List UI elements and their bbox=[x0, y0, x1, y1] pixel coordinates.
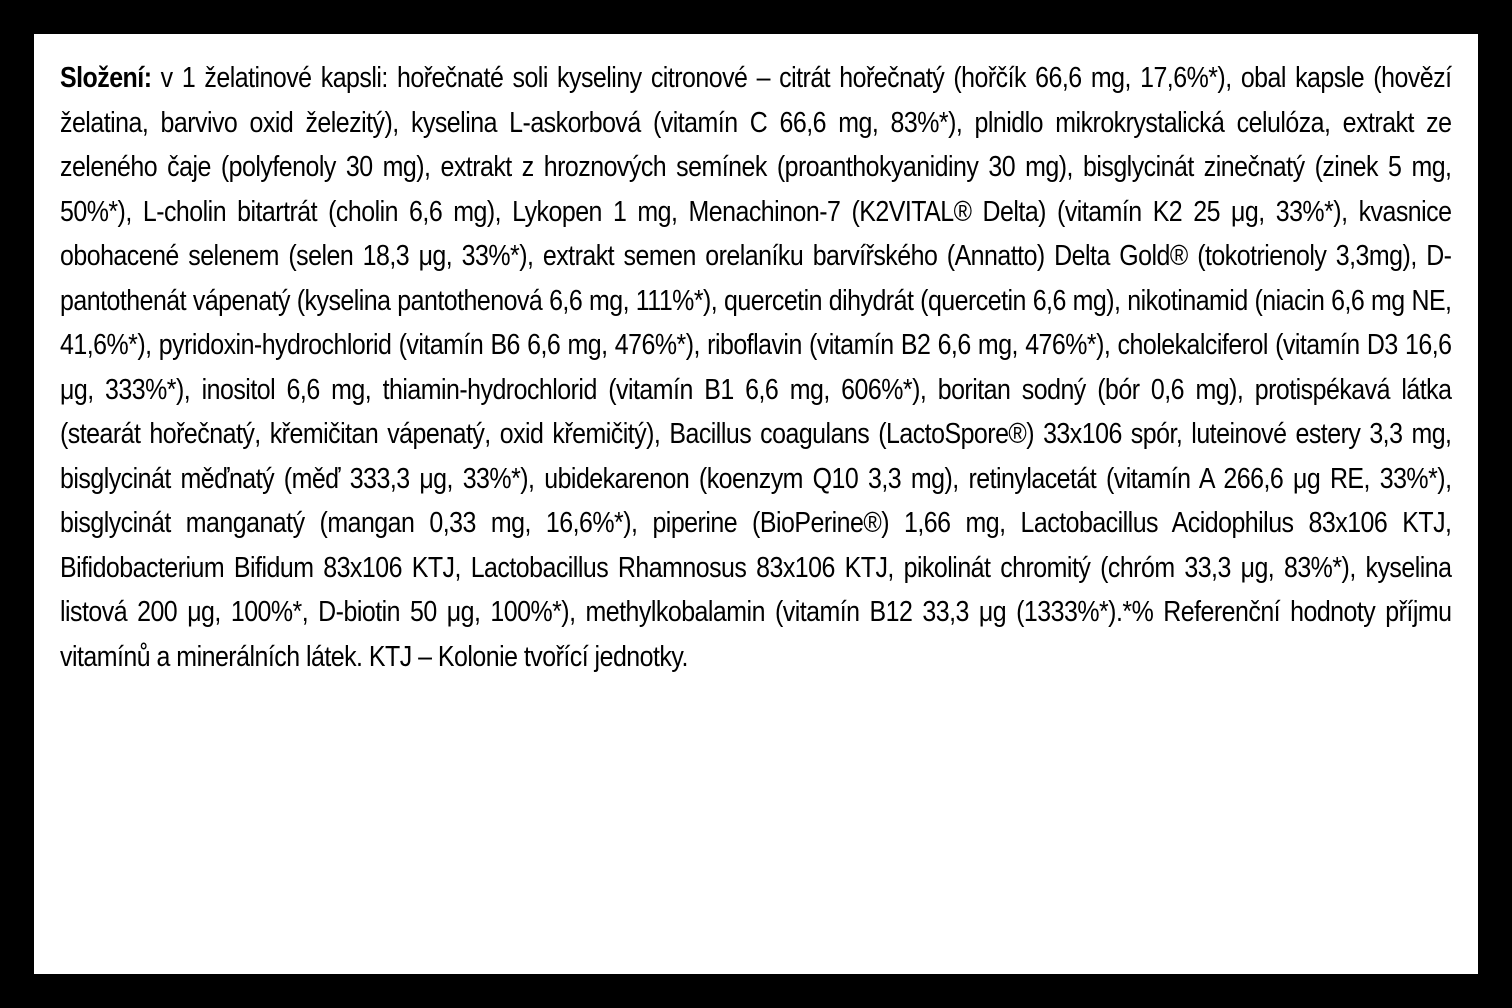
composition-text: v 1 želatinové kapsli: hořečnaté soli kyseliny citronové – citrát hořečnatý (hořčík 66,6 mg, 17,6%*), obal kapsle (hovězí želatina, barvivo oxid železitý), kyselina L-askorbová (vitamín C 66,6 mg, 83%*), plnidlo mikrokrystalická celulóza, extrakt ze zeleného čaje (polyfenoly 30 mg), extrakt z hroznových semínek (proanthokyanidiny 30 mg), bisglycinát zinečnatý (zinek 5 mg, 50%*), L-cholin bitartrát (cholin 6,6 mg), Lykopen 1 mg, Menachinon-7 (K2VITAL® Delta) (vitamín K2 25 μg, 33%*), kvasnice obohacené selenem (selen 18,3 μg, 33%*), extrakt semen orelaníku barvířského (Annatto) Delta Gold® (tokotrienoly 3,3mg), D-pantothenát vápenatý (kyselina pantothenová 6,6 mg, 111%*), quercetin dihydrát (quercetin 6,6 mg), nikotinamid (niacin 6,6 mg NE, 41,6%*), pyridoxin-hydrochlorid (vitamín B6 6,6 mg, 476%*), riboflavin (vitamín B2 6,6 mg, 476%*), cholekalciferol (vitamín D3 16,6 μg, 333%*), inositol 6,6 mg, thiamin-hydrochlorid (vitamín B1 6,6 mg, 606%*), boritan sodný (bór 0,6 mg), protispékavá látka (stearát hořečnatý, křemičitan vápenatý, oxid křemičitý), Bacillus coagulans (LactoSpore®) 33x106 spór, luteinové estery 3,3 mg, bisglycinát měďnatý (měď 333,3 μg, 33%*), ubidekarenon (koenzym Q10 3,3 mg), retinylacetát (vitamín A 266,6 μg RE, 33%*), bisglycinát manganatý (mangan 0,33 mg, 16,6%*), piperine (BioPerine®) 1,66 mg, Lactobacillus Acidophilus 83x106 KTJ, Bifidobacterium Bifidum 83x106 KTJ, Lactobacillus Rhamnosus 83x106 KTJ, pikolinát chromitý (chróm 33,3 μg, 83%*), kyselina listová 200 μg, 100%*, D-biotin 50 μg, 100%*), methylkobalamin (vitamín B12 33,3 μg (1333%*).*% Referenční hodnoty příjmu vitamínů a minerálních látek. KTJ – Kolonie tvořící jednotky. bbox=[60, 62, 1452, 673]
composition-panel bbox=[34, 34, 1478, 974]
composition-paragraph bbox=[60, 56, 1451, 679]
composition-label: Složení: bbox=[60, 62, 152, 94]
